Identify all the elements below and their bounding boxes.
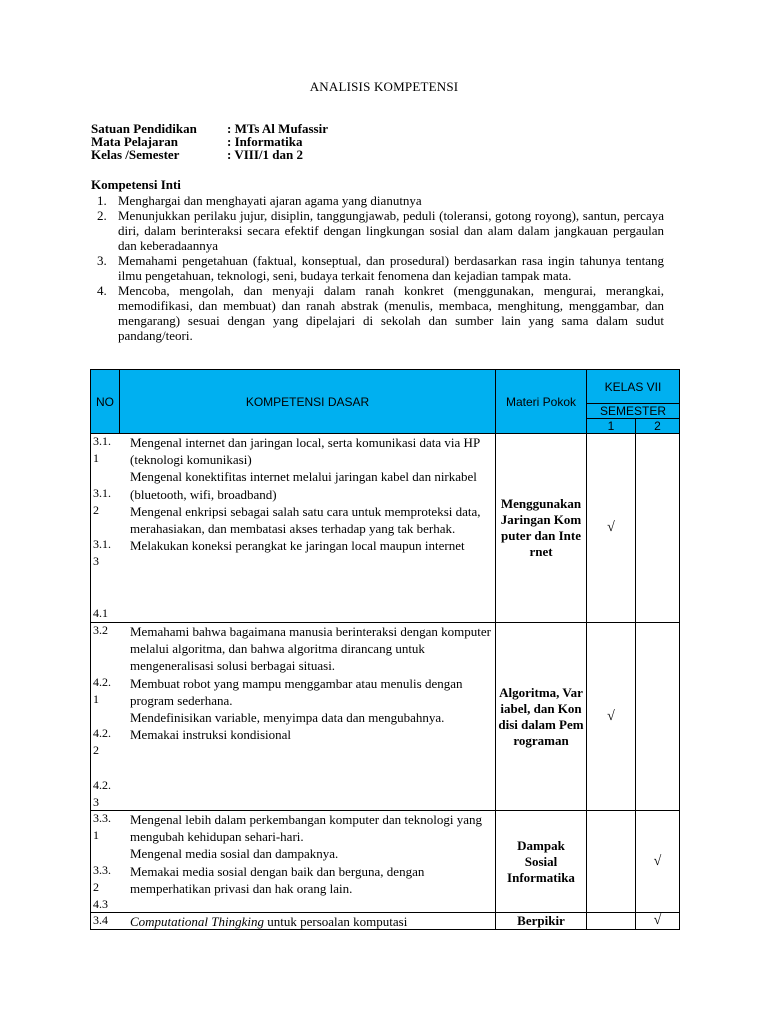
semester-1-check: [587, 913, 636, 930]
kompetensi-inti-item: [91, 283, 664, 343]
header-kompetensi-dasar: KOMPETENSI DASAR: [120, 370, 496, 434]
info-label: Mata Pelajaran: [91, 134, 179, 149]
table-row: [91, 913, 680, 930]
item-text: Menunjukkan perilaku jujur, disiplin, tanggungjawab, peduli (toleransi, gotong royong), santun, percaya diri, dalam berinteraksi secara efektif dengan lingkungan sosial dan alam dalam jangkauan pergaulan dan keberadaannya: [118, 208, 664, 253]
info-value: : VIII/1 dan 2: [227, 147, 303, 162]
header-no: NO: [91, 370, 120, 434]
header-semester-2: 2: [636, 419, 680, 434]
item-number: 4.: [97, 283, 107, 298]
kd-text: untuk persoalan komputasi: [263, 914, 408, 929]
table-row: [91, 623, 680, 811]
semester-2-check: [636, 623, 680, 811]
semester-1-check: √: [587, 623, 636, 811]
table-row: [91, 811, 680, 913]
item-number: 2.: [97, 208, 107, 223]
semester-1-check: √: [587, 434, 636, 623]
kd-text: Memakai media sosial dengan baik dan berguna, dengan memperhatikan privasi dan hak orang lain.: [130, 863, 425, 896]
kd-text-block: [130, 623, 491, 743]
header-kelas: KELAS VII: [587, 370, 680, 404]
kd-number: 3: [93, 795, 99, 809]
kd-number: 4.1: [93, 606, 108, 620]
kompetensi-inti-heading: Kompetensi Inti: [91, 177, 181, 192]
kompetensi-inti-item: [91, 208, 664, 253]
kompetensi-inti-item: [91, 253, 664, 283]
item-text: Mencoba, mengolah, dan menyaji dalam ranah konkret (menggunakan, mengurai, merangkai, memodifikasi, dan membuat) dan ranah abstrak (menulis, membaca, menghitung, menggambar, dan mengarang) sesuai dengan yang dipelajari di sekolah dan sumber lain yang sama dalam sudut pandang/teori.: [118, 283, 664, 343]
kd-cell: [91, 811, 496, 913]
kd-text: Mengenal internet dan jaringan local, serta komunikasi data via HP (teknologi komunikasi): [130, 435, 480, 468]
kd-number: 2: [93, 743, 99, 757]
kd-text-block: [130, 434, 491, 554]
materi-pokok: Menggunakan Jaringan Komputer dan Internet: [496, 434, 587, 623]
kd-text-italic: Computational Thingking: [130, 914, 264, 929]
kd-number: 2: [93, 503, 99, 517]
item-text: Memahami pengetahuan (faktual, konseptual, dan prosedural) berdasarkan rasa ingin tahunya tentang ilmu pengetahuan, teknologi, seni, budaya terkait fenomena dan kejadian tampak mata.: [118, 253, 664, 283]
kd-cell: [91, 434, 496, 623]
kd-text-block: [130, 811, 491, 897]
kd-number: 1: [93, 828, 99, 842]
kd-number: 1: [93, 692, 99, 706]
kd-text: Memahami bahwa bagaimana manusia berinteraksi dengan komputer melalui algoritma, dan bahwa algoritma dirancang untuk mengeneralisasi solusi berbagai situasi.: [130, 624, 491, 674]
kd-number: 4.2.: [93, 675, 111, 689]
semester-2-check: [636, 434, 680, 623]
kd-text: Mendefinisikan variable, menyimpa data dan mengubahnya.: [130, 710, 445, 726]
kd-number: 3: [93, 554, 99, 568]
kd-number: 1: [93, 451, 99, 465]
info-label: Kelas /Semester: [91, 147, 180, 162]
header-materi-pokok: Materi Pokok: [496, 370, 587, 434]
kompetensi-dasar-table: [90, 369, 680, 930]
kd-number: 3.3.: [93, 811, 111, 825]
kd-number: 4.2.: [93, 726, 111, 740]
kd-text: Melakukan koneksi perangkat ke jaringan local maupun internet: [130, 538, 465, 554]
document-title: ANALISIS KOMPETENSI: [309, 79, 459, 94]
kd-text-block: [130, 913, 491, 930]
item-number: 3.: [97, 253, 107, 268]
materi-pokok: Berpikir: [496, 913, 587, 930]
kd-number: 4.2.: [93, 778, 111, 792]
info-row-kelas-semester: [91, 147, 303, 163]
semester-2-check: √: [636, 913, 680, 930]
kd-number: 3.1.: [93, 486, 111, 500]
kd-text: Mengenal media sosial dan dampaknya.: [130, 846, 339, 862]
semester-1-check: [587, 811, 636, 913]
kompetensi-inti-list: [91, 193, 664, 343]
materi-pokok: Dampak Sosial Informatika: [496, 811, 587, 913]
kd-text: Mengenal lebih dalam perkembangan komputer dan teknologi yang mengubah kehidupan sehari-hari.: [130, 812, 482, 845]
kd-text: Memakai instruksi kondisional: [130, 727, 292, 743]
kd-number: 3.1.: [93, 434, 111, 448]
header-semester: SEMESTER: [587, 404, 680, 419]
kd-text: Membuat robot yang mampu menggambar atau menulis dengan program sederhana.: [130, 675, 463, 708]
kd-number: 4.3: [93, 897, 108, 911]
kd-number: 3.3.: [93, 863, 111, 877]
info-value: : Informatika: [227, 134, 303, 149]
kd-number: 3.4: [93, 913, 108, 927]
info-value: : MTs Al Mufassir: [227, 121, 328, 136]
kd-number: 3.2: [93, 623, 108, 637]
kd-number: 3.1.: [93, 537, 111, 551]
kd-number: 2: [93, 880, 99, 894]
kompetensi-inti-item: [91, 193, 664, 208]
header-semester-1: 1: [587, 419, 636, 434]
kd-cell: [91, 913, 496, 930]
item-text: Menghargai dan menghayati ajaran agama yang dianutnya: [118, 193, 422, 208]
materi-pokok: Algoritma, Variabel, dan Kondisi dalam Pemrograman: [496, 623, 587, 811]
kd-text: Mengenal enkripsi sebagai salah satu cara untuk memproteksi data, merahasiakan, dan membatasi akses terhadap yang tak berhak.: [130, 503, 481, 537]
semester-2-check: √: [636, 811, 680, 913]
kd-text: Mengenal konektifitas internet melalui jaringan kabel dan nirkabel (bluetooth, wifi, broadband): [130, 469, 477, 502]
table-row: [91, 434, 680, 623]
kd-cell: [91, 623, 496, 811]
item-number: 1.: [97, 193, 107, 208]
info-label: Satuan Pendidikan: [91, 121, 197, 136]
